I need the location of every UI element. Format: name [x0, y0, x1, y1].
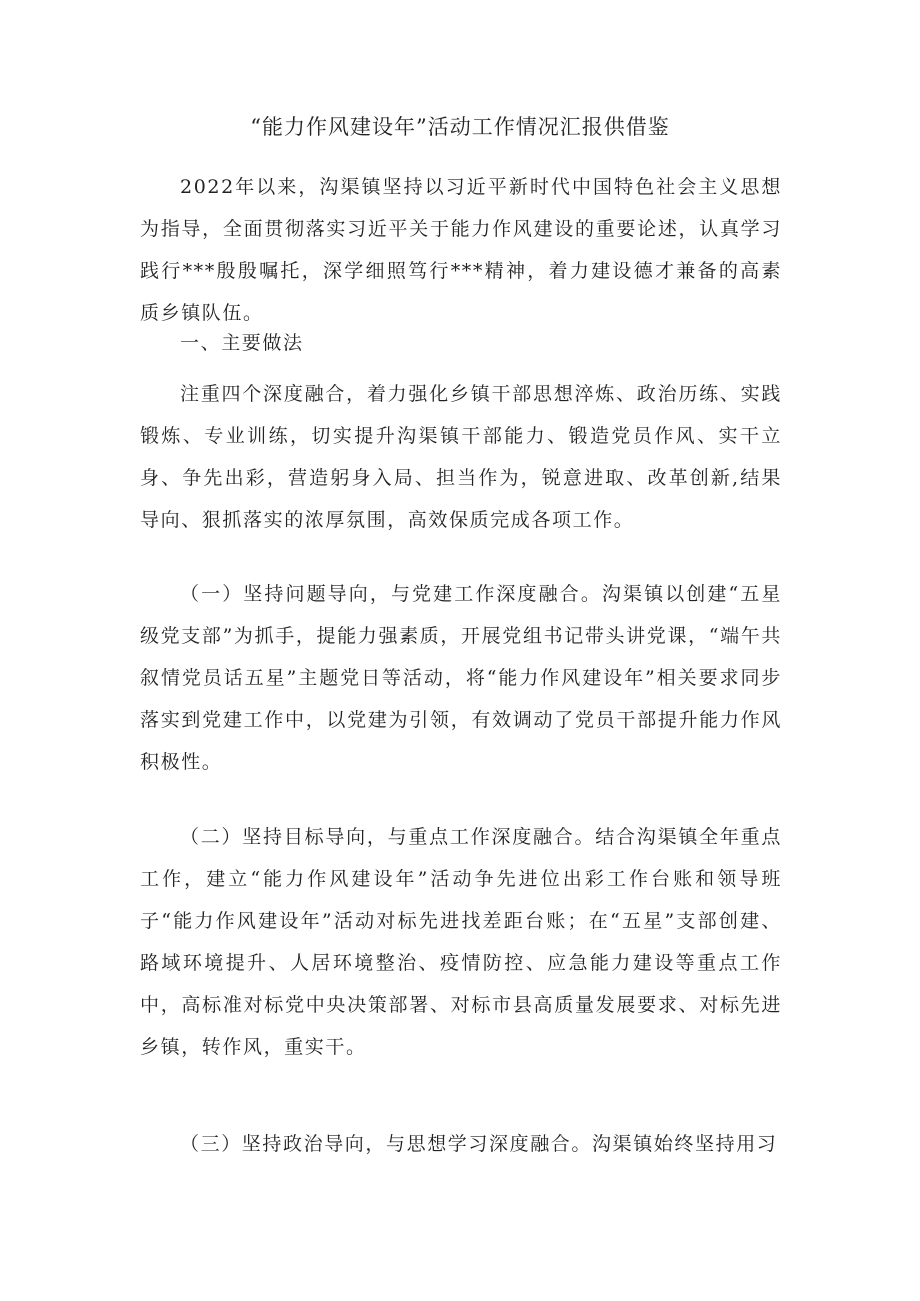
intro-paragraph: 2022年以来，沟渠镇坚持以习近平新时代中国特色社会主义思想为指导，全面贯彻落实习近平关于能力作风建设的重要论述，认真学习践行***殷殷嘱托，深学细照笃行***精神，着力建设德才兼备的高素质乡镇队伍。	[140, 176, 782, 324]
document-title: “能力作风建设年”活动工作情况汇报供借鉴	[250, 115, 670, 139]
item-two-paragraph: （二）坚持目标导向，与重点工作深度融合。结合沟渠镇全年重点工作，建立“能力作风建设年”活动争先进位出彩工作台账和领导班子“能力作风建设年”活动对标先进找差距台账；在“五星”支部创建、路域环境提升、人居环境整治、疫情防控、应急能力建设等重点工作中，高标准对标党中央决策部署、对标市县高质量发展要求、对标先进乡镇，转作风，重实干。	[140, 826, 782, 1058]
section-heading-main-practices: 一、主要做法	[180, 332, 304, 354]
item-three-paragraph: （三）坚持政治导向，与思想学习深度融合。沟渠镇始终坚持用习	[180, 1133, 778, 1155]
main-practices-paragraph: 注重四个深度融合，着力强化乡镇干部思想淬炼、政治历练、实践锻炼、专业训练，切实提升沟渠镇干部能力、锻造党员作风、实干立身、争先出彩，营造躬身入局、担当作为，锐意进取、改革创新,结果导向、狠抓落实的浓厚氛围，高效保质完成各项工作。	[140, 383, 782, 531]
item-one-paragraph: （一）坚持问题导向，与党建工作深度融合。沟渠镇以创建“五星级党支部”为抓手，提能力强素质，开展党组书记带头讲党课，“端午共叙情党员话五星”主题党日等活动，将“能力作风建设年”相关要求同步落实到党建工作中，以党建为引领，有效调动了党员干部提升能力作风积极性。	[140, 583, 782, 773]
